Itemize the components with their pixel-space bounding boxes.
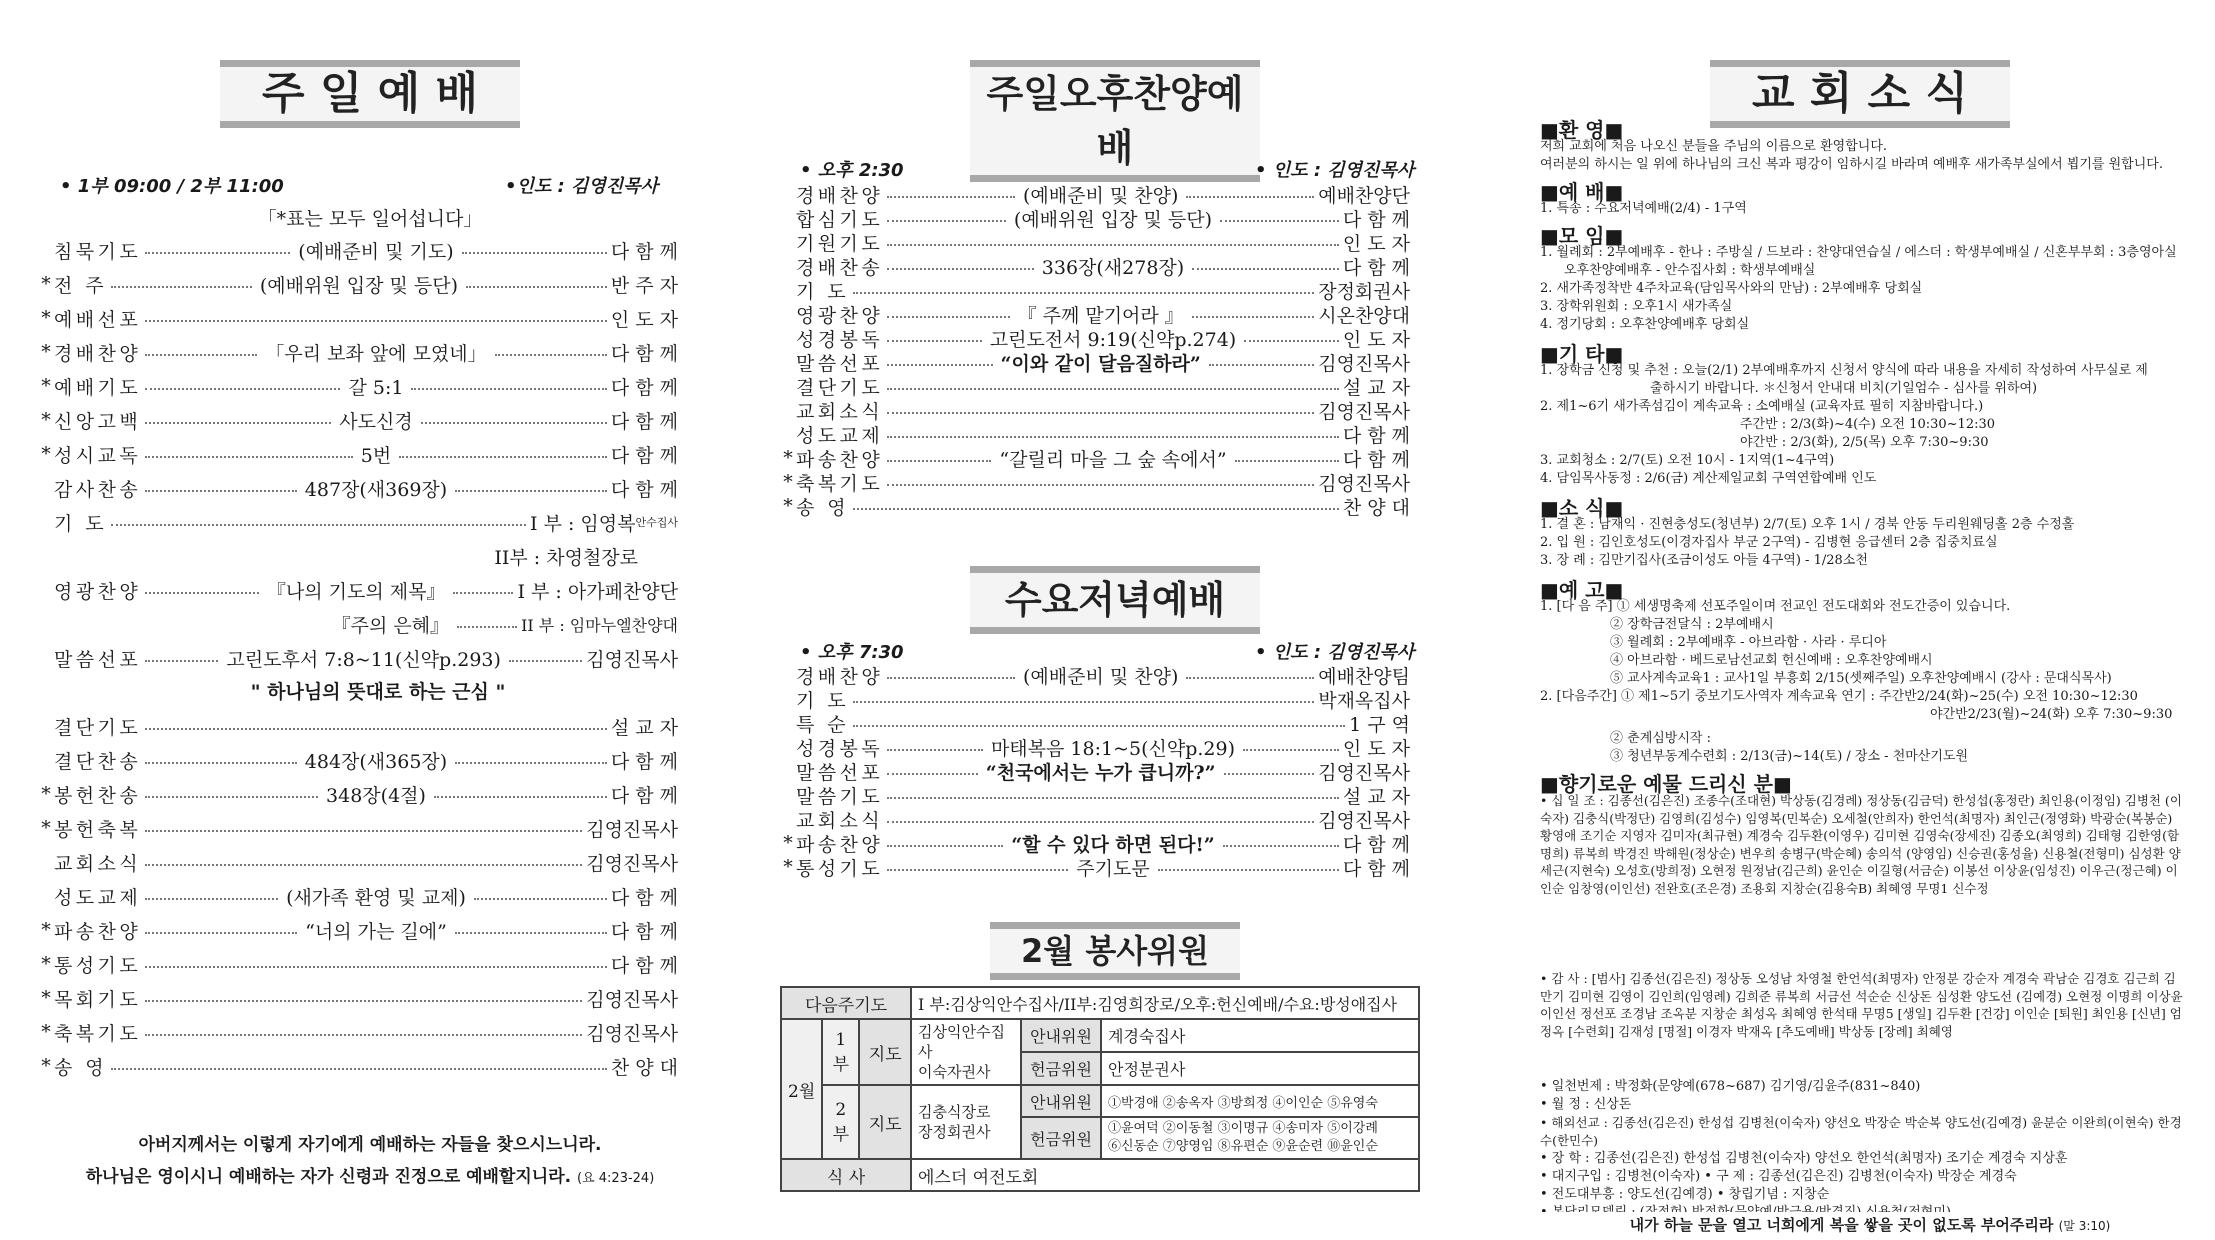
notice-line-2c: ③ 청년부동계수련회 : 2/13(금)~14(토) / 장소 - 천마산기도원 bbox=[1610, 749, 1969, 764]
afternoon-order bbox=[780, 182, 1410, 542]
group-1-usher: 계경숙집사 bbox=[1101, 1019, 1419, 1052]
next-week-prayer-label: 다음주기도 bbox=[781, 987, 911, 1019]
group-1-leaders: 김상익안수집사 이숙자권사 bbox=[911, 1019, 1021, 1085]
service-row: 경배찬양 (예배준비 및 찬양) 예배찬양팀 bbox=[796, 665, 1410, 688]
service-row: * 봉헌축복 김영진목사 bbox=[41, 817, 678, 841]
service-row: 성도교제 (새가족 환영 및 교제) 다 함 께 bbox=[54, 886, 679, 909]
service-row: * 목회기도 김영진목사 bbox=[41, 987, 678, 1011]
afternoon-leader: • 인도 : 김영진목사 bbox=[1255, 160, 1415, 181]
service-row: 기 도 박재옥집사 bbox=[796, 689, 1410, 712]
service-row: * 예배기도 갈 5:1 다 함 께 bbox=[41, 375, 678, 399]
offering-line-5: • 해외선교 : 김종선(김은진) 한성섭 김병천(이숙자) 양선오 박장순 박순복 양도선(김예경) 윤분순 이완희(이현숙) 한경수(한민수) bbox=[1540, 1115, 2182, 1148]
offering-line-3: • 일천번제 : 박정화(문양예(678~687) 김기영/김윤주(831~840) bbox=[1540, 1079, 1921, 1094]
service-row: 경배찬송 336장(새278장) 다 함 께 bbox=[796, 256, 1410, 279]
service-row: 교회소식 김영진목사 bbox=[54, 852, 678, 875]
meeting-line-2: 2. 새가족정착반 4주차교육(담임목사와의 만남) : 2부예배후 당회실 bbox=[1540, 281, 1923, 296]
service-row: * 송 영 찬 양 대 bbox=[41, 1055, 678, 1079]
notice-line-1b: ③ 월례회 : 2부예배후 - 아브라함 · 사라 · 루디아 bbox=[1610, 635, 1887, 650]
service-row: 결단기도 설 교 자 bbox=[54, 716, 678, 739]
service-row: * 통성기도 주기도문 다 함 께 bbox=[783, 856, 1410, 880]
wednesday-order bbox=[780, 663, 1410, 893]
service-row: 교회소식 김영진목사 bbox=[796, 400, 1410, 423]
service-1-cell: 1부 bbox=[822, 1019, 859, 1085]
service-time: • 1부 09:00 / 2부 11:00 bbox=[60, 176, 284, 197]
service-row: 결단찬송 484장(새365장) 다 함 께 bbox=[54, 750, 678, 773]
service-row: 기 도 장정회권사 bbox=[796, 280, 1410, 303]
notice-line-1a: ② 장학금전달식 : 2부예배시 bbox=[1610, 617, 1774, 632]
group-2-leaders: 김충식장로 장정회권사 bbox=[911, 1085, 1021, 1159]
bottom-verse: 내가 하늘 문을 열고 너희에게 복을 쌓을 곳이 없도록 부어주리라 (말 3:10) bbox=[1540, 1212, 2200, 1239]
etc-line-2a: 주간반 : 2/3(화)~4(수) 오전 10:30~12:30 bbox=[1740, 417, 1996, 432]
closing-verse-1: 아버지께서는 이렇게 자기에게 예배하는 자들을 찾으시느니라. bbox=[138, 1135, 602, 1155]
service-row: * 파송찬양 “갈릴리 마을 그 숲 속에서” 다 함 께 bbox=[783, 447, 1410, 471]
wednesday-service-title: 수요저녁예배 bbox=[970, 566, 1260, 634]
tithe-list: • 십 일 조 : 김종선(김은진) 조종수(조대현) 박상동(김경례) 정상동(김금덕) 한성섭(홍정란) 최인용(이정임) 김병천 (이숙자) 김충식(박정단) 김영희(김성수) 임영복(민복순) 오세철(안희자) 한언석(최명자) 최인근(정영화) 박광순(복봉순) 황영애 조기순 지영자 김미자(최규현) 계경숙 김두환(이영우) 김미현 김영숙(장세진) 김종오(최영희) 김태형 김한영(함명희) 류복희 박경진 박해원(정상순) 변우희 송병구(박순혜) 송의석 (양영임) 신승권(홍성율) 신용철(전형미) 심성환 양세근(지현숙) 오성호(방희정) 오현정 원정남(김근희) 윤인순 이길형(서금순) 이봉선 이상윤(임성진) 이우근(정근혜) 이인순 임창영(이인선) 전완호(조은경) 조용회 지창순(김용숙B) 최혜영 무명1 신수정 bbox=[1540, 793, 2182, 896]
order-of-service bbox=[38, 233, 678, 1133]
group-2-offering: ①윤여덕 ②이동철 ③이명규 ④송미자 ⑤이강례 ⑥신동순 ⑦양영임 ⑧유편순 ⑨윤순련 ⑩윤인순 bbox=[1101, 1117, 1419, 1159]
offering-line-8: • 전도대부흥 : 양도선(김예경) • 창립기념 : 지창순 bbox=[1540, 1187, 1830, 1202]
service-row: * 경배찬양 「우리 보좌 앞에 모였네」 다 함 께 bbox=[41, 341, 679, 365]
afternoon-service-column bbox=[780, 0, 1440, 1240]
service-row: * 축복기도 김영진목사 bbox=[783, 471, 1410, 495]
etc-line-1: 1. 장학금 신청 및 추천 : 오늘(2/1) 2부예배후까지 신청서 양식에 따라 내용을 자세히 작성하여 사무실로 제 bbox=[1540, 363, 2148, 378]
notice-heading: ■예 고■ bbox=[1540, 578, 1624, 602]
service-row: 성도교제 다 함 께 bbox=[796, 424, 1410, 447]
leader-label-2: 지도 bbox=[859, 1085, 911, 1159]
notice-line-2a: 야간반2/23(월)~24(화) 오후 7:30~9:30 bbox=[1930, 707, 2173, 722]
notice-line-1: 1. [다 음 주] ① 세생명축제 선포주일이며 전교인 전도대회와 전도간증이 있습니다. bbox=[1540, 599, 2011, 614]
closing-verse-2: 하나님은 영이시니 예배하는 자가 신령과 진정으로 예배할지니라. (요 4:23-24) bbox=[85, 1167, 655, 1187]
sunday-service-column bbox=[0, 0, 740, 1240]
volunteers-table bbox=[780, 986, 1420, 1192]
praise-row: 영광찬양 『나의 기도의 제목』 I 부 : 아가페찬양단 bbox=[54, 580, 678, 603]
service-row: 침묵기도 (예배준비 및 기도) 다 함 께 bbox=[54, 240, 678, 263]
welcome-heading: ■환 영■ bbox=[1540, 118, 1624, 142]
service-2-cell: 2부 bbox=[822, 1085, 859, 1159]
service-leader: •인도 : 김영진목사 bbox=[505, 176, 658, 197]
service-row: * 통성기도 다 함 께 bbox=[41, 953, 678, 977]
prayer-row: 기 도 I 부 : 임영복 안수집사 bbox=[54, 512, 678, 535]
service-row: 결단기도 설 교 자 bbox=[796, 376, 1410, 399]
notice-line-2b: ② 춘계심방시작 : bbox=[1610, 731, 1711, 746]
service-row: 합심기도 (예배위원 입장 및 등단) 다 함 께 bbox=[796, 208, 1410, 231]
service-row: * 파송찬양 “너의 가는 길에” 다 함 께 bbox=[41, 919, 678, 943]
etc-line-4: 4. 담임목사동정 : 2/6(금) 계산제일교회 구역연합예배 인도 bbox=[1540, 471, 1877, 486]
service-row: * 축복기도 김영진목사 bbox=[41, 1021, 678, 1045]
service-row: 말씀선포 “천국에서는 누가 큽니까?” 김영진목사 bbox=[796, 761, 1410, 784]
standing-note: 「*표는 모두 일어섭니다」 bbox=[257, 208, 483, 230]
service-row: 성경봉독 마태복음 18:1~5(신약p.29) 인 도 자 bbox=[796, 737, 1410, 760]
meeting-line-1: 1. 월례회 : 2부예배후 - 한나 : 주방실 / 드보라 : 찬양대연습실 / 에스더 : 학생부예배실 / 신혼부부회 : 3층영아실 bbox=[1540, 245, 2177, 260]
offering-label-1: 헌금위원 bbox=[1021, 1052, 1101, 1085]
service-row: 교회소식 김영진목사 bbox=[796, 809, 1410, 832]
wednesday-time: • 오후 7:30 bbox=[800, 642, 904, 663]
news-line-2: 2. 입 원 : 김인호성도(이경자집사 부군 2구역) - 김병현 응급센터 2층 집중치료실 bbox=[1540, 535, 1998, 550]
thanks-list: • 감 사 : [범사] 김종선(김은진) 정상동 오성남 차영철 한언석(최명자) 안정분 강순자 계경숙 곽남순 김경호 김근희 김만기 김미현 김영이 김인희(임영례) 김희준 류복희 서금선 석순순 신상돈 심성환 양도선 (김예경) 오현정 이명희 이상윤 이인선 정선포 조경남 조옥분 지창순 최성옥 최혜영 한석태 무명5 [생일] 김두환 [건강] 이인순 [퇴원] 최인용 [신년] 엄정옥 [수련회] 김재성 [명절] 이경자 박재옥 [추도예배] 박상동 [장례] 최혜영 bbox=[1540, 971, 2183, 1039]
worship-line-1: 1. 특송 : 수요저녁예배(2/4) - 1구역 bbox=[1540, 201, 1747, 216]
etc-line-2b: 야간반 : 2/3(화), 2/5(목) 오후 7:30~9:30 bbox=[1740, 435, 1989, 450]
meeting-heading: ■모 임■ bbox=[1540, 224, 1624, 248]
sermon-row: 말씀선포 고린도후서 7:8~11(신약p.293) 김영진목사 bbox=[54, 648, 679, 671]
etc-line-2: 2. 제1~6기 새가족섬김이 계속교육 : 소예배실 (교육자료 필히 지참바랍니다.) bbox=[1540, 399, 1984, 414]
welcome-line-1: 저희 교회에 처음 나오신 분들을 주님의 이름으로 환영합니다. bbox=[1540, 139, 1888, 154]
usher-label-2: 안내위원 bbox=[1021, 1085, 1101, 1117]
sermon-title: " 하나님의 뜻대로 하는 근심 " bbox=[250, 681, 506, 703]
service-row: * 봉헌찬송 348장(4절) 다 함 께 bbox=[41, 783, 678, 807]
service-row: 영광찬양 『 주께 맡기어라 』 시온찬양대 bbox=[796, 304, 1411, 327]
praise-row-2: 『주의 은혜』 II 부 : 임마누엘찬양대 bbox=[331, 614, 678, 637]
service-row: 성경봉독 고린도전서 9:19(신약p.274) 인 도 자 bbox=[796, 328, 1410, 351]
afternoon-service-title: 주일오후찬양예배 bbox=[970, 60, 1260, 182]
service-row: 특 순 1 구 역 bbox=[796, 713, 1410, 736]
meeting-line-4: 4. 정기당회 : 오후찬양예배후 당회실 bbox=[1540, 317, 1750, 332]
month-cell: 2월 bbox=[781, 1019, 822, 1159]
service-row: * 성시교독 5번 다 함 께 bbox=[41, 443, 678, 467]
offering-line-4: • 월 정 : 신상돈 bbox=[1540, 1097, 1632, 1112]
service-row: * 전 주 (예배위원 입장 및 등단) 반 주 자 bbox=[41, 273, 678, 297]
etc-heading: ■기 타■ bbox=[1540, 342, 1624, 366]
news-heading: ■소 식■ bbox=[1540, 496, 1624, 520]
notice-line-1d: ⑤ 교사계속교육1 : 교사1일 부흥회 2/15(셋째주일) 오후찬양예배시 (강사 : 문대식목사) bbox=[1610, 671, 2112, 686]
prayer-row-2: II부 : 차영철장로 bbox=[494, 546, 638, 569]
offering-heading: ■향기로운 예물 드리신 분■ bbox=[1540, 772, 1792, 796]
etc-line-1b: 출하시기 바랍니다. ＊신청서 안내대 비치(기일엄수 - 심사를 위하여) bbox=[1650, 381, 2038, 396]
wednesday-leader: • 인도 : 김영진목사 bbox=[1255, 642, 1415, 663]
group-1-offering: 안정분권사 bbox=[1101, 1052, 1419, 1085]
february-volunteers-title: 2월 봉사위원 bbox=[990, 922, 1240, 980]
church-news-column bbox=[1540, 0, 2215, 1240]
service-row: * 송 영 찬 양 대 bbox=[783, 495, 1410, 519]
church-news-title: 교 회 소 식 bbox=[1710, 60, 2010, 128]
service-row: 말씀기도 설 교 자 bbox=[796, 785, 1410, 808]
etc-line-3: 3. 교회청소 : 2/7(토) 오전 10시 - 1지역(1~4구역) bbox=[1540, 453, 1835, 468]
service-row: 경배찬양 (예배준비 및 찬양) 예배찬양단 bbox=[796, 184, 1410, 207]
next-week-prayer-value: I 부:김상익안수집사/II부:김영희장로/오후:헌신예배/수요:방성애집사 bbox=[911, 987, 1419, 1019]
meal-value: 에스더 여전도회 bbox=[911, 1159, 1419, 1191]
meal-label: 식 사 bbox=[781, 1159, 911, 1191]
service-row: 감사찬송 487장(새369장) 다 함 께 bbox=[54, 478, 678, 501]
service-row: 말씀선포 “이와 같이 달음질하라” 김영진목사 bbox=[796, 352, 1411, 375]
service-row: 기원기도 인 도 자 bbox=[796, 232, 1410, 255]
notice-line-1c: ④ 아브라함 · 베드로남선교회 헌신예배 : 오후찬양예배시 bbox=[1610, 653, 1933, 668]
offering-line-7: • 대지구입 : 김병천(이숙자) • 구 제 : 김종선(김은진) 김병천(이숙자) 박장순 계경숙 bbox=[1540, 1169, 2017, 1184]
sunday-service-title: 주 일 예 배 bbox=[220, 60, 520, 128]
service-row: * 파송찬양 “할 수 있다 하면 된다!” 다 함 께 bbox=[783, 832, 1411, 856]
news-line-3: 3. 장 례 : 김만기집사(조금이성도 아들 4구역) - 1/28소천 bbox=[1540, 553, 1868, 568]
service-row: * 신앙고백 사도신경 다 함 께 bbox=[41, 409, 678, 433]
notice-line-2: 2. [다음주간] ① 제1~5기 중보기도사역자 계속교육 연기 : 주간반2/24(화)~25(수) 오전 10:30~12:30 bbox=[1540, 689, 2138, 704]
offering-label-2: 헌금위원 bbox=[1021, 1117, 1101, 1159]
meeting-line-1b: 오후찬양예배후 - 안수집사회 : 학생부예배실 bbox=[1564, 263, 1816, 278]
group-2-usher: ①박경애 ②송옥자 ③방희정 ④이인순 ⑤유영숙 bbox=[1101, 1085, 1419, 1117]
usher-label-1: 안내위원 bbox=[1021, 1019, 1101, 1052]
news-line-1: 1. 결 혼 : 남재익 · 진현충성도(청년부) 2/7(토) 오후 1시 / 경북 안동 두리원웨딩홀 2층 수정홀 bbox=[1540, 517, 2075, 532]
offering-line-6: • 장 학 : 김종선(김은진) 한성섭 김병천(이숙자) 양선오 한언석(최명자) 조기순 계경숙 지상훈 bbox=[1540, 1151, 2068, 1166]
welcome-line-2: 여러분의 하시는 일 위에 하나님의 크신 복과 평강이 임하시길 바라며 예배후 새가족부실에서 뵙기를 원합니다. bbox=[1540, 157, 2163, 172]
service-row: * 예배선포 인 도 자 bbox=[41, 307, 678, 331]
afternoon-time: • 오후 2:30 bbox=[800, 160, 904, 181]
meeting-line-3: 3. 장학위원회 : 오후1시 새가족실 bbox=[1540, 299, 1733, 314]
leader-label-1: 지도 bbox=[859, 1019, 911, 1085]
worship-heading: ■예 배■ bbox=[1540, 180, 1624, 204]
